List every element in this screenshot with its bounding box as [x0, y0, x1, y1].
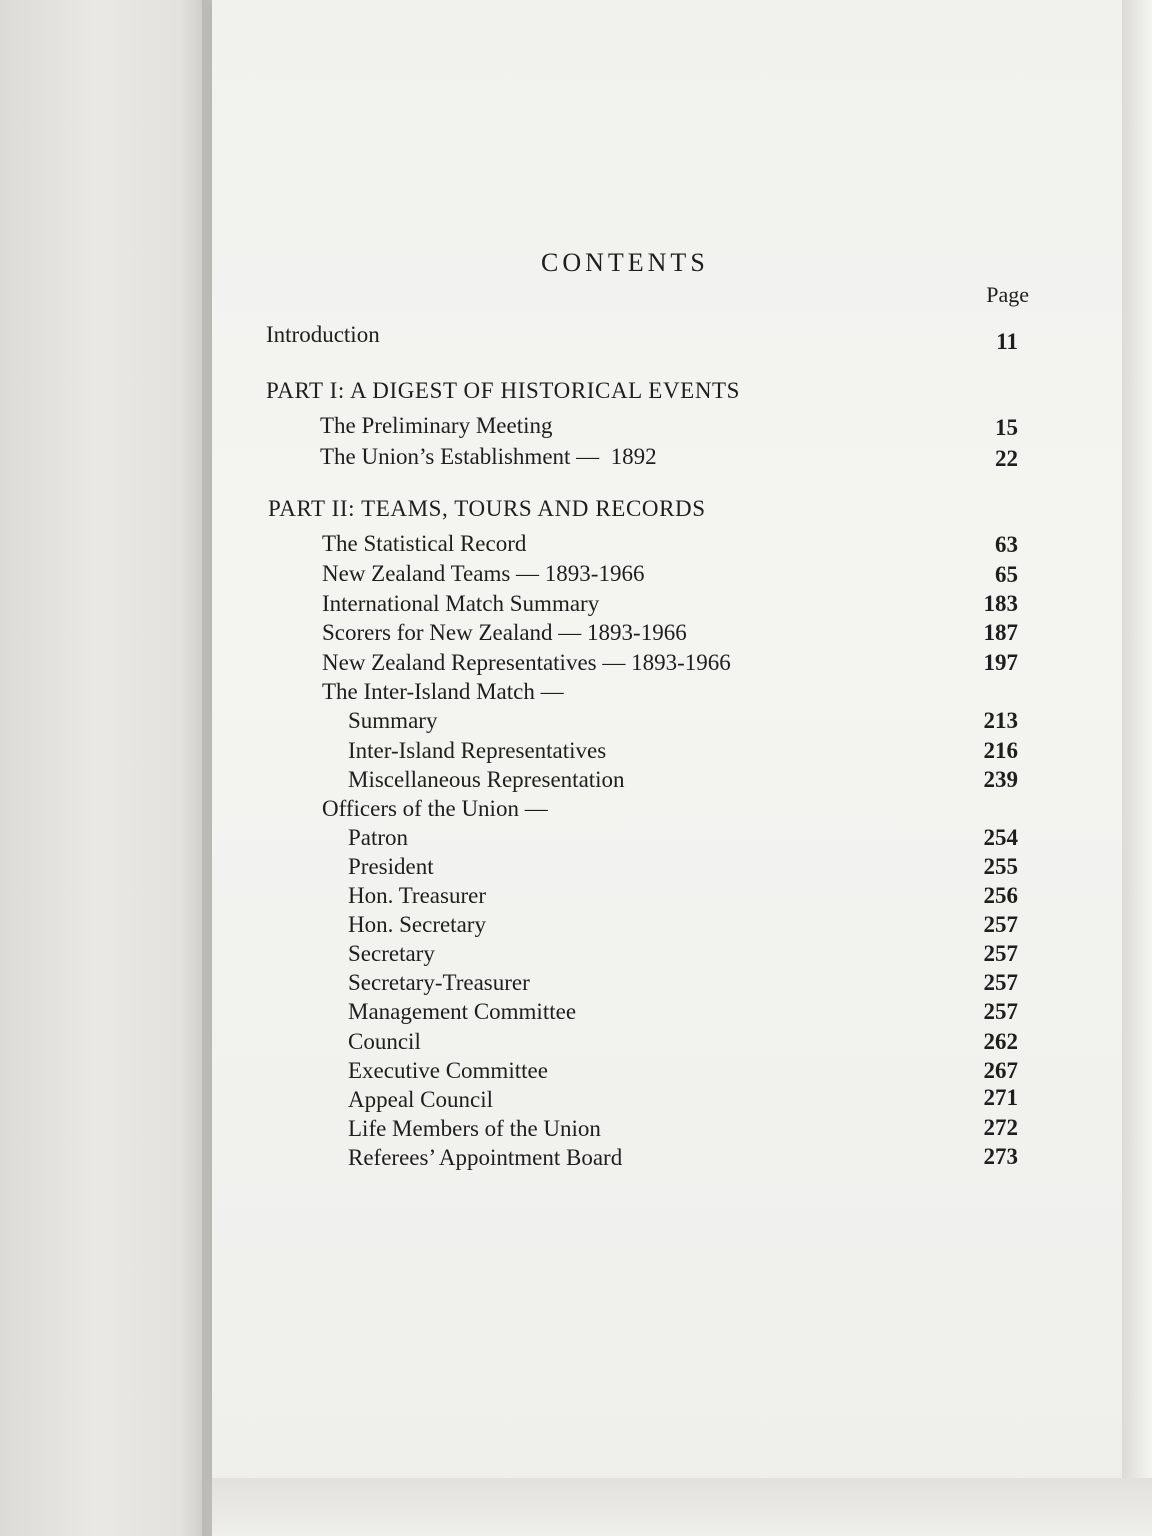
toc-sub-entry: Appeal Council — [348, 1087, 493, 1112]
toc-page-number: 63 — [995, 532, 1018, 557]
part-2-heading: PART II: TEAMS, TOURS AND RECORDS — [268, 496, 706, 521]
toc-page-number: 257 — [983, 941, 1018, 966]
toc-sub-entry: Patron — [348, 825, 409, 850]
toc-entry: New Zealand Representatives — 1893-1966 — [322, 650, 731, 675]
toc-page-number: 257 — [983, 999, 1018, 1024]
toc-sub-entry: Hon. Secretary — [348, 912, 486, 937]
toc-sub-entry: President — [348, 854, 434, 879]
toc-page-number: 262 — [983, 1029, 1018, 1054]
toc-sub-entry: Inter-Island Representatives — [348, 738, 607, 763]
toc-page-number: 197 — [983, 650, 1018, 675]
part-1-heading: PART I: A DIGEST OF HISTORICAL EVENTS — [266, 378, 741, 403]
toc-sub-entry: Council — [348, 1029, 421, 1054]
toc-entry: Officers of the Union — — [322, 796, 548, 821]
toc-entry: The Union’s Establishment — 1892 — [320, 444, 657, 469]
toc-page-number: 15 — [995, 415, 1018, 440]
toc-entry: The Preliminary Meeting — [320, 413, 553, 438]
toc-entry: The Statistical Record — [322, 531, 527, 556]
toc-sub-entry: Executive Committee — [348, 1058, 548, 1083]
toc-page-number: 11 — [996, 329, 1018, 354]
toc-sub-entry: Summary — [348, 708, 438, 733]
toc-sub-entry: Hon. Treasurer — [348, 883, 486, 908]
toc-page-number: 254 — [983, 825, 1018, 850]
toc-page-number: 255 — [983, 854, 1018, 879]
toc-page-number: 183 — [983, 591, 1018, 616]
toc-page-number: 272 — [983, 1115, 1018, 1140]
toc-page-number: 257 — [983, 970, 1018, 995]
toc-page-number: 273 — [983, 1144, 1018, 1169]
toc-sub-entry: Secretary-Treasurer — [348, 970, 530, 995]
toc-sub-entry: Secretary — [348, 941, 435, 966]
toc-page-number: 213 — [983, 708, 1018, 733]
toc-entry: International Match Summary — [322, 591, 600, 616]
toc-page-number: 65 — [995, 562, 1018, 587]
toc-sub-entry: Referees’ Appointment Board — [348, 1145, 623, 1170]
page-title: CONTENTS — [541, 248, 709, 277]
toc-entry-introduction: Introduction — [266, 322, 380, 347]
toc-sub-entry: Miscellaneous Representation — [348, 767, 625, 792]
toc-entry: Scorers for New Zealand — 1893-1966 — [322, 620, 687, 645]
toc-page-number: 187 — [983, 620, 1018, 645]
toc-entry: New Zealand Teams — 1893-1966 — [322, 561, 645, 586]
toc-page-number: 257 — [983, 912, 1018, 937]
page-column-label: Page — [986, 282, 1029, 307]
toc-sub-entry: Management Committee — [348, 999, 577, 1024]
toc-page-number: 22 — [995, 446, 1018, 471]
toc-page-number: 239 — [983, 767, 1018, 792]
toc-page-number: 216 — [983, 738, 1018, 763]
toc-entry: The Inter-Island Match — — [322, 679, 564, 704]
toc-page-number: 271 — [983, 1085, 1018, 1110]
toc-page-number: 267 — [983, 1058, 1018, 1083]
toc-page-number: 256 — [983, 883, 1018, 908]
toc-sub-entry: Life Members of the Union — [348, 1116, 601, 1141]
